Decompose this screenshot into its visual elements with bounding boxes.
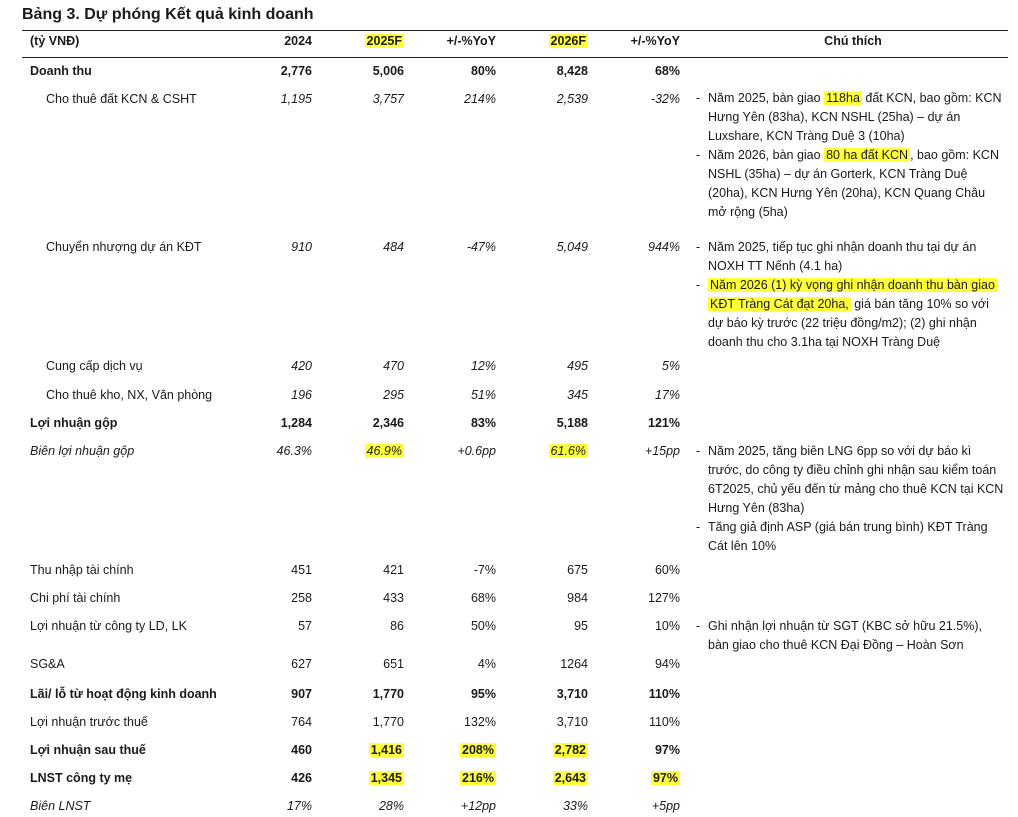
row-label: Cho thuê đất KCN & CSHT bbox=[46, 92, 197, 106]
cell-yoy-2026: 127% bbox=[648, 591, 680, 605]
cell-yoy-2025: 216% bbox=[462, 771, 494, 785]
cell-2026f: 495 bbox=[567, 359, 588, 373]
header-unit: (tỷ VNĐ) bbox=[30, 34, 80, 48]
cell-2025f: 470 bbox=[383, 359, 404, 373]
table-row bbox=[22, 741, 1008, 761]
cell-2026f: 2,643 bbox=[554, 771, 586, 785]
cell-2025f: 484 bbox=[383, 240, 404, 254]
note-highlight: Năm 2026 (1) kỳ vọng ghi nhận doanh thu bàn giao bbox=[710, 278, 995, 292]
cell-yoy-2025: 51% bbox=[470, 388, 496, 402]
table-row bbox=[22, 769, 1008, 789]
header-yoy-2025: +/-%YoY bbox=[446, 34, 496, 48]
cell-2024: 764 bbox=[291, 715, 312, 729]
cell-yoy-2025: 80% bbox=[470, 64, 496, 78]
header-2026f: 2026F bbox=[550, 34, 586, 48]
row-label: Doanh thu bbox=[30, 64, 92, 78]
note-land-lease bbox=[696, 89, 1006, 222]
cell-yoy-2026: 60% bbox=[654, 563, 680, 577]
cell-2026f: 8,428 bbox=[556, 64, 588, 78]
note-item bbox=[696, 89, 1006, 146]
cell-yoy-2025: +12pp bbox=[460, 799, 496, 813]
row-label: Lợi nhuận từ công ty LD, LK bbox=[30, 619, 187, 633]
table-header bbox=[22, 30, 1008, 58]
cell-2025f: 1,770 bbox=[372, 715, 404, 729]
cell-2024: 420 bbox=[291, 359, 312, 373]
row-label: Cho thuê kho, NX, Văn phòng bbox=[46, 388, 213, 402]
cell-yoy-2026: 94% bbox=[654, 657, 680, 671]
note-text: Năm 2025, tiếp tục ghi nhận doanh thu tại dự án NOXH TT Nếnh (4.1 ha) bbox=[708, 240, 977, 273]
row-label: Chuyển nhượng dự án KĐT bbox=[46, 240, 202, 254]
note-highlight: 118ha bbox=[826, 91, 860, 105]
cell-2026f: 95 bbox=[574, 619, 588, 633]
table-row bbox=[22, 589, 1008, 609]
row-label: Lãi/ lỗ từ hoạt động kinh doanh bbox=[30, 687, 217, 701]
note-text: Ghi nhận lợi nhuận từ SGT (KBC sở hữu 21.5%), bàn giao cho thuê KCN Đại Đồng – Hoàn Sơn bbox=[708, 619, 982, 652]
note-urban-project bbox=[696, 238, 1006, 352]
note-item bbox=[696, 617, 1006, 655]
cell-yoy-2025: 214% bbox=[464, 92, 496, 106]
cell-2025f: 5,006 bbox=[372, 64, 404, 78]
note-text: đất KCN, bao gồm: KCN Hưng Yên (83ha), KCN NSHL (25ha) – dự án Luxshare, KCN Tràng Duệ 3 (10ha) bbox=[708, 91, 1002, 143]
cell-2025f: 1,770 bbox=[372, 687, 404, 701]
cell-yoy-2025: 95% bbox=[470, 687, 496, 701]
cell-2024: 2,776 bbox=[280, 64, 312, 78]
cell-2026f: 5,049 bbox=[556, 240, 588, 254]
note-jv-profit bbox=[696, 617, 1006, 655]
cell-yoy-2026: 17% bbox=[654, 388, 680, 402]
cell-yoy-2025: 83% bbox=[470, 416, 496, 430]
note-text: Tăng giả định ASP (giá bán trung bình) KĐT Tràng Cát lên 10% bbox=[708, 520, 988, 553]
table-row bbox=[22, 797, 1008, 817]
cell-2024: 57 bbox=[298, 619, 312, 633]
note-highlight: 80 ha đất KCN bbox=[826, 148, 909, 162]
cell-yoy-2025: 68% bbox=[470, 591, 496, 605]
note-text: Năm 2025, tăng biên LNG 6pp so với dự báo kì trước, do công ty điều chỉnh ghi nhận sau kiểm toán 6T2025, chủ yếu đến từ mảng cho thuê KCN tại KCN Hưng Yên (83ha) bbox=[708, 444, 1004, 515]
cell-yoy-2026: +15pp bbox=[644, 444, 680, 458]
note-text: giá bán tăng 10% so với dự báo kỳ trước (22 triệu đồng/m2); (2) ghi nhận doanh thu cho 3.1ha tại NOXH Tràng Duệ bbox=[708, 297, 989, 349]
row-label: Biên lợi nhuận gộp bbox=[30, 444, 135, 458]
note-item bbox=[696, 146, 1006, 222]
cell-yoy-2025: 208% bbox=[462, 743, 494, 757]
row-label: SG&A bbox=[30, 657, 65, 671]
cell-2025f: 651 bbox=[383, 657, 404, 671]
cell-2024: 451 bbox=[291, 563, 312, 577]
row-label: Chi phí tài chính bbox=[30, 591, 121, 605]
row-label: Biên LNST bbox=[30, 799, 91, 813]
table-row bbox=[22, 414, 1008, 434]
cell-2024: 907 bbox=[291, 687, 312, 701]
cell-2025f: 46.9% bbox=[366, 444, 402, 458]
row-label: Lợi nhuận sau thuế bbox=[30, 743, 146, 757]
cell-yoy-2026: 110% bbox=[648, 687, 680, 701]
cell-yoy-2026: 110% bbox=[648, 715, 680, 729]
cell-yoy-2025: +0.6pp bbox=[457, 444, 496, 458]
cell-2024: 258 bbox=[291, 591, 312, 605]
note-text: Năm 2025, bàn giao bbox=[708, 91, 825, 105]
cell-yoy-2025: 12% bbox=[470, 359, 496, 373]
cell-yoy-2026: 10% bbox=[654, 619, 680, 633]
table-row bbox=[22, 561, 1008, 581]
row-label: Lợi nhuận trước thuế bbox=[30, 715, 148, 729]
cell-2025f: 2,346 bbox=[372, 416, 404, 430]
cell-yoy-2026: 944% bbox=[648, 240, 680, 254]
note-text: Năm 2026, bàn giao bbox=[708, 148, 825, 162]
cell-2024: 910 bbox=[291, 240, 312, 254]
cell-2024: 196 bbox=[291, 388, 312, 402]
cell-yoy-2025: -47% bbox=[466, 240, 496, 254]
row-label: Cung cấp dịch vụ bbox=[46, 359, 143, 373]
cell-2025f: 295 bbox=[383, 388, 404, 402]
cell-2024: 1,195 bbox=[280, 92, 312, 106]
cell-2025f: 421 bbox=[383, 563, 404, 577]
cell-yoy-2026: +5pp bbox=[651, 799, 680, 813]
cell-2025f: 433 bbox=[383, 591, 404, 605]
cell-2024: 1,284 bbox=[280, 416, 312, 430]
row-label: LNST công ty mẹ bbox=[30, 771, 133, 785]
table-title: Bảng 3. Dự phóng Kết quả kinh doanh bbox=[22, 6, 314, 23]
cell-2025f: 1,345 bbox=[370, 771, 402, 785]
cell-2026f: 3,710 bbox=[556, 687, 588, 701]
table-row bbox=[22, 62, 1008, 82]
cell-2025f: 3,757 bbox=[372, 92, 404, 106]
cell-yoy-2026: 97% bbox=[654, 743, 680, 757]
cell-2024: 627 bbox=[291, 657, 312, 671]
cell-yoy-2025: -7% bbox=[473, 563, 496, 577]
cell-yoy-2026: 97% bbox=[652, 771, 678, 785]
row-label: Thu nhập tài chính bbox=[30, 563, 134, 577]
header-2024: 2024 bbox=[284, 34, 312, 48]
cell-2026f: 61.6% bbox=[550, 444, 586, 458]
note-item bbox=[696, 238, 1006, 276]
note-item bbox=[696, 442, 1006, 518]
cell-2026f: 1264 bbox=[560, 657, 588, 671]
cell-2025f: 86 bbox=[390, 619, 404, 633]
header-yoy-2026: +/-%YoY bbox=[630, 34, 680, 48]
cell-2024: 426 bbox=[291, 771, 312, 785]
cell-2026f: 5,188 bbox=[556, 416, 588, 430]
header-2025f: 2025F bbox=[366, 34, 402, 48]
row-label: Lợi nhuận gộp bbox=[30, 416, 118, 430]
cell-2024: 17% bbox=[286, 799, 312, 813]
cell-yoy-2026: 68% bbox=[654, 64, 680, 78]
note-gross-margin bbox=[696, 442, 1006, 556]
cell-2026f: 2,539 bbox=[556, 92, 588, 106]
cell-2025f: 1,416 bbox=[370, 743, 402, 757]
note-text: , bao gồm: KCN NSHL (35ha) – dự án Gorterk, KCN Tràng Duệ (20ha), KCN Hưng Yên (20ha), KCN Quang Châu mở rộng (5ha) bbox=[708, 148, 999, 219]
cell-yoy-2025: 50% bbox=[470, 619, 496, 633]
cell-2024: 46.3% bbox=[276, 444, 312, 458]
table-row bbox=[22, 713, 1008, 733]
table-row bbox=[22, 357, 1008, 377]
cell-yoy-2026: 121% bbox=[648, 416, 680, 430]
cell-yoy-2025: 132% bbox=[464, 715, 496, 729]
cell-2026f: 33% bbox=[562, 799, 588, 813]
cell-2026f: 2,782 bbox=[554, 743, 586, 757]
table-row bbox=[22, 655, 1008, 675]
table-row bbox=[22, 685, 1008, 705]
table-row bbox=[22, 386, 1008, 406]
cell-2026f: 345 bbox=[567, 388, 588, 402]
cell-2026f: 675 bbox=[567, 563, 588, 577]
cell-2024: 460 bbox=[291, 743, 312, 757]
note-highlight: KĐT Tràng Cát đạt 20ha, bbox=[710, 297, 849, 311]
header-note: Chú thích bbox=[824, 34, 882, 48]
cell-yoy-2025: 4% bbox=[477, 657, 496, 671]
cell-2026f: 3,710 bbox=[556, 715, 588, 729]
cell-2026f: 984 bbox=[567, 591, 588, 605]
note-item bbox=[696, 276, 1006, 352]
cell-2025f: 28% bbox=[378, 799, 404, 813]
cell-yoy-2026: 5% bbox=[661, 359, 680, 373]
note-item bbox=[696, 518, 1006, 556]
cell-yoy-2026: -32% bbox=[650, 92, 680, 106]
